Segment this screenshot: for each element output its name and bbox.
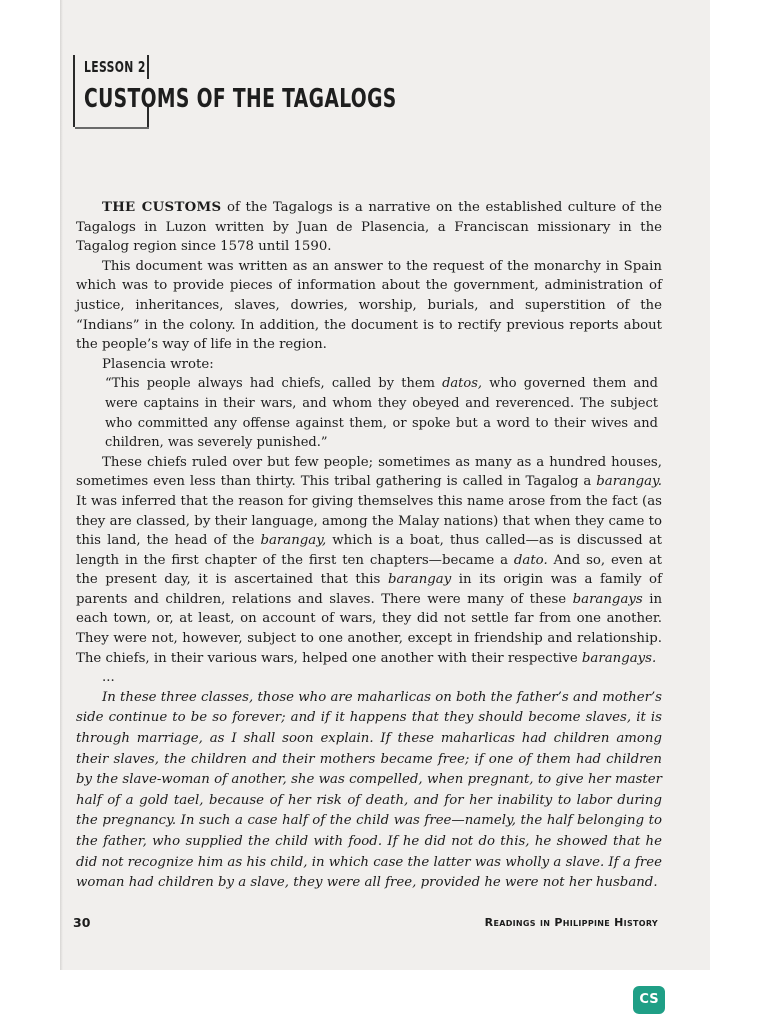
quote-part: who governed them and were captains in their wars, and whom they obeyed and reverenced. The subject who committed any offense against them, or spoke but a word to their wives and children, was severely punished.”: [105, 376, 658, 451]
term-barangay: barangay.: [596, 474, 662, 490]
term-barangays: barangays.: [581, 650, 657, 666]
ellipsis: ...: [102, 670, 115, 686]
paragraph-lead: THE CUSTOMS: [102, 200, 222, 215]
quote-term-datos: datos,: [442, 376, 483, 392]
body-text: [76, 198, 662, 894]
paragraph-document: This document was written as an answer to the request of the monarchy in Spain which was to provide pieces of information about the government, administration of justice, inheritances, slaves, dowries, worship, burials, and superstition of the “Indians” in the colony. In addition, the document is to rectify previous reports about the people’s way of life in the region.: [76, 258, 662, 353]
text-run: It was inferred that the reason for giving themselves this name arose from the fact (as they are classed, by their language, among the Malay nations) that when they came to this land, the head of the: [76, 493, 662, 549]
paragraph-intro: [76, 198, 662, 257]
text-run: in its origin was a family of parents and children, relations and slaves. There were many of these: [76, 572, 662, 607]
bracket-top-line: [147, 55, 149, 79]
italic-excerpt: [76, 688, 662, 894]
text-run: which is a boat, thus called—as is discussed at length in the first chapter of the first ten chapters—became a: [76, 533, 662, 568]
lesson-title: CUSTOMS OF THE TAGALOGS: [84, 84, 397, 114]
term-dato: dato.: [513, 552, 548, 568]
camscanner-badge: CS: [633, 986, 665, 1014]
term-barangay: barangay,: [260, 533, 327, 549]
running-footer-title: Readings in Philippine History: [484, 916, 658, 929]
block-quote: [105, 374, 658, 452]
lesson-label: LESSON 2: [84, 58, 146, 76]
bracket-underline: [75, 127, 149, 129]
paragraph-chiefs: [76, 453, 662, 669]
term-barangays: barangays: [572, 591, 643, 607]
page-edge-shadow: [60, 0, 63, 970]
paragraph-maharlicas: In these three classes, those who are maharlicas on both the father’s and mother’s side continue to be so forever; and if it happens that they should become slaves, it is through marriage, as I shall soon explain. If these maharlicas had children among their slaves, the children and their mothers became free; if one of them had children by the slave-woman of another, she was compelled, when pregnant, to give her master half of a gold tael, because of her risk of death, and for her inability to labor during the pregnancy. In such a case half of the child was free—namely, the half belonging to the father, who supplied the child with food. If he did not do this, he showed that he did not recognize him as his child, in which case the latter was wholly a slave. If a free woman had children by a slave, they were all free, provided he were not her husband.: [76, 689, 662, 891]
quote-text: [105, 374, 658, 452]
paragraph-intro-text: of the Tagalogs is a narrative on the established culture of the Tagalogs in Luzon written by Juan de Plasencia, a Franciscan missionary in the Tagalog region since 1578 until 1590.: [76, 200, 663, 255]
paragraph-plasencia-wrote: Plasencia wrote:: [102, 356, 214, 372]
text-run: These chiefs ruled over but few people; sometimes as many as a hundred houses, sometimes even less than thirty. This tribal gathering is called in Tagalog a: [76, 454, 662, 490]
term-barangay: barangay: [387, 572, 452, 588]
page-number: 30: [73, 915, 91, 930]
quote-part: “This people always had chiefs, called by them: [105, 376, 443, 392]
text-run: in each town, or, at least, on account of wars, they did not settle far from one another. They were not, however, subject to one another, except in friendship and relationship. The chiefs, in their various wars, helped one another with their respective: [76, 591, 663, 666]
text-run: And so, even at the present day, it is ascertained that this: [76, 552, 662, 588]
